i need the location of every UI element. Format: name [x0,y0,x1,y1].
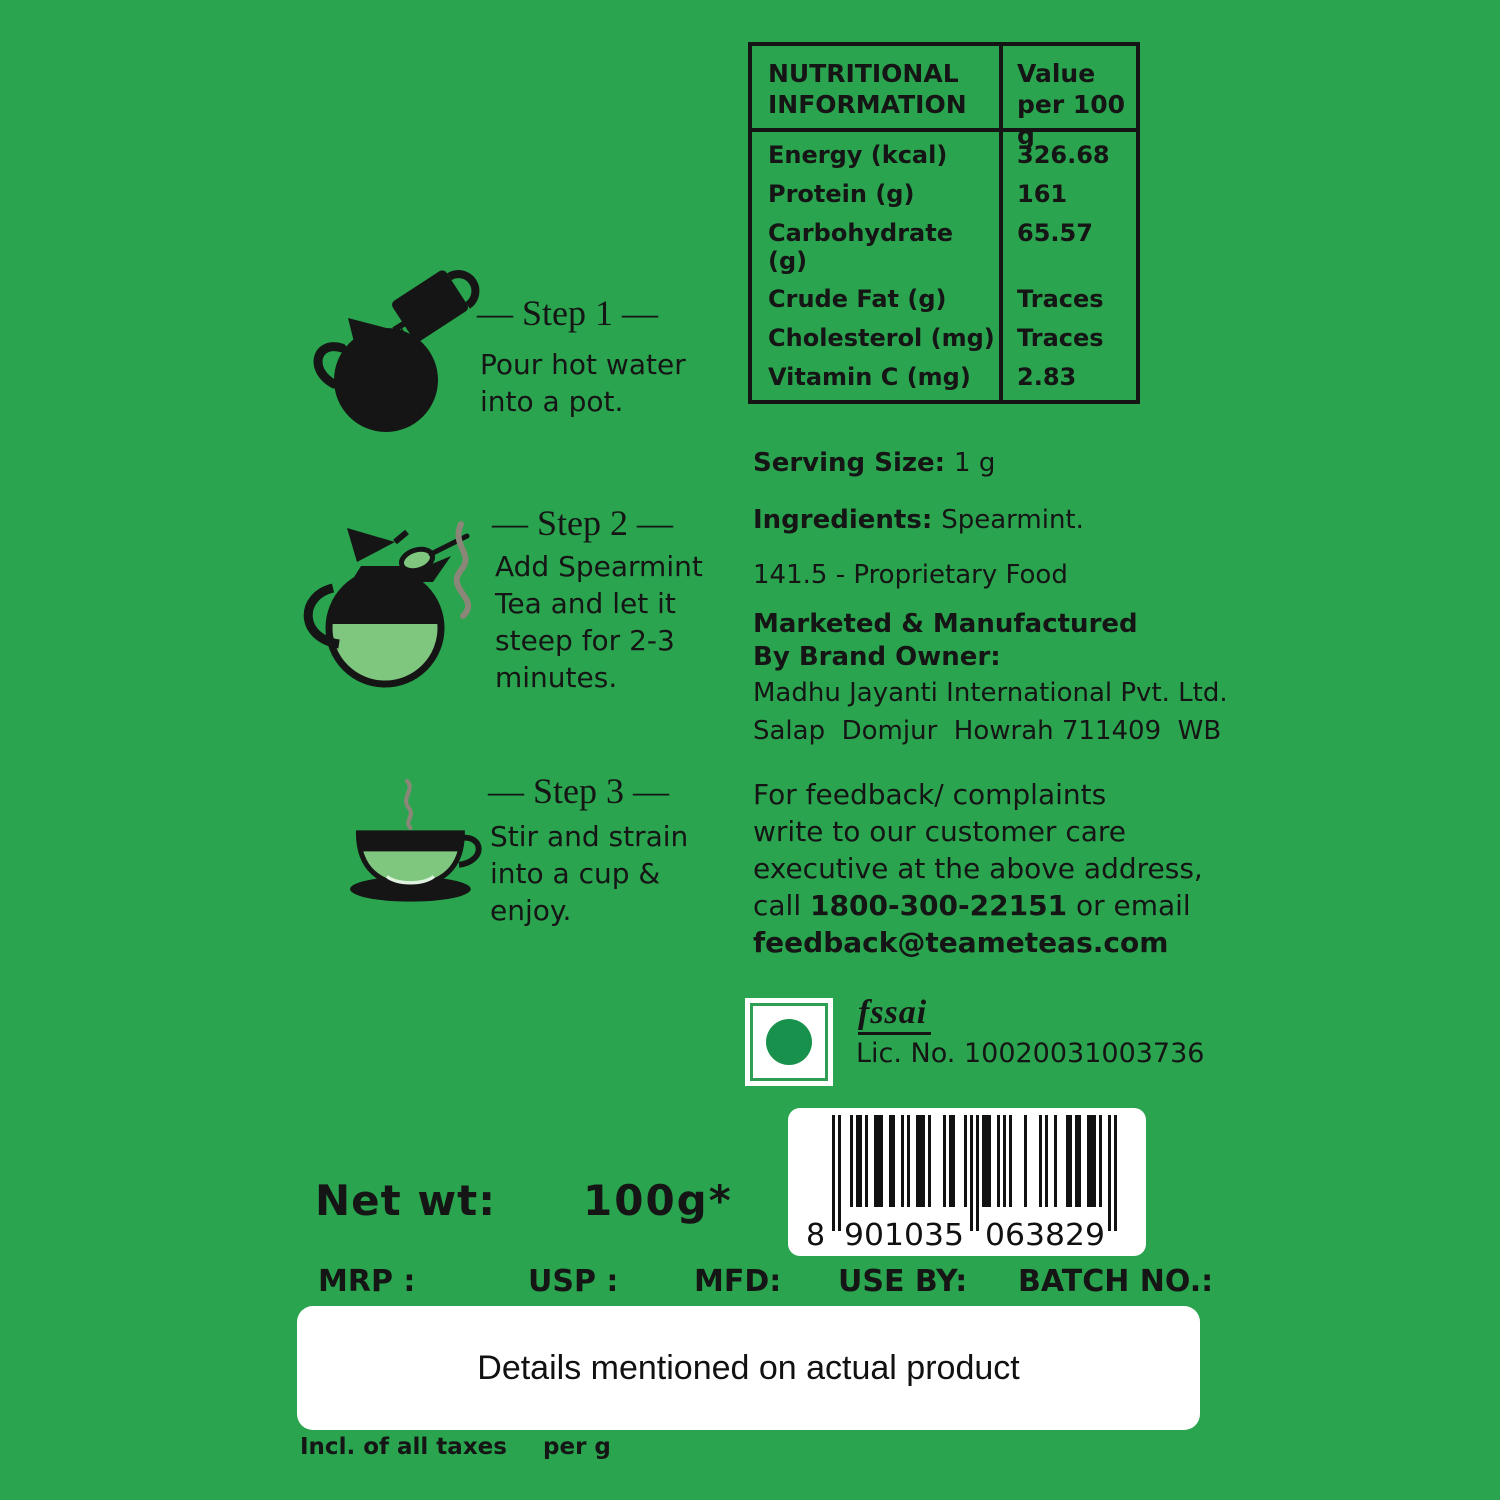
call-suffix: or email [1067,889,1191,922]
step-2-description: Add Spearmint Tea and let it steep for 2-3 minutes. [495,550,703,694]
ingredients-value: Spearmint. [941,505,1084,535]
table-row [752,219,1136,275]
nutrition-table-header [752,46,1136,150]
header-nutritional-information: NUTRITIONAL INFORMATION [768,59,967,119]
nutrition-table [748,42,1140,404]
per-g-footnote: per g [543,1434,611,1460]
nutrient-label: Cholesterol (mg) [768,323,995,352]
teacup-icon [335,763,490,923]
ingredients-line [753,505,1084,535]
nutrient-value: Traces [1017,285,1104,314]
feedback-line: write to our customer care [753,815,1127,848]
manufacturer-name: Madhu Jayanti International Pvt. Ltd. [753,678,1228,708]
fssai-license-number: Lic. No. 10020031003736 [856,1038,1205,1069]
customer-care-phone: 1800-300-22151 [810,889,1068,922]
nutrient-label: Carbohydrate (g) [768,218,954,275]
teapot-pour-icon [298,268,483,443]
fssai-logo: fssai [858,994,931,1035]
barcode [788,1108,1146,1256]
batch-no-field: BATCH NO.: [1018,1264,1214,1299]
customer-care-email: feedback@teameteas.com [753,926,1169,959]
step-2-title: — Step 2 — [492,503,674,543]
teapot-steep-icon [295,496,490,701]
step-3-description: Stir and strain into a cup & enjoy. [490,820,689,927]
table-row [752,141,1136,169]
nutrient-label: Protein (g) [768,179,915,208]
details-note-text: Details mentioned on actual product [477,1348,1020,1387]
feedback-line: executive at the above address, [753,852,1203,885]
table-row [752,180,1136,208]
svg-text:8: 8 [806,1218,826,1253]
mfd-field: MFD: [694,1264,782,1299]
table-row [752,363,1136,391]
svg-text:063829: 063829 [985,1218,1105,1253]
table-row [752,285,1136,313]
nutrient-label: Vitamin C (mg) [768,362,971,391]
nutrient-value: 161 [1017,179,1068,208]
manufacturer-heading: Marketed & Manufactured By Brand Owner: [753,609,1138,672]
feedback-line: For feedback/ complaints [753,778,1107,811]
feedback-call-line [753,887,1203,924]
vegetarian-mark-icon [745,998,833,1086]
nutrition-table-body [752,136,1136,396]
barcode-bars [802,1111,1132,1253]
net-weight-label: Net wt: [315,1176,497,1225]
manufacturer-address: Salap Domjur Howrah 711409 WB [753,716,1222,746]
serving-size-line [753,448,995,478]
feedback-paragraph [753,776,1203,961]
step-3-title: — Step 3 — [488,771,670,811]
nutrient-value: 326.68 [1017,141,1110,170]
net-weight-value: 100g* [583,1176,733,1225]
mrp-field: MRP : [318,1264,416,1299]
nutrient-value: Traces [1017,323,1104,352]
table-row [752,324,1136,352]
svg-text:901035: 901035 [844,1218,964,1253]
step-1-title: — Step 1 — [477,293,659,333]
details-note-panel [297,1306,1200,1430]
nutrient-value: 65.57 [1017,218,1093,247]
usp-field: USP : [528,1264,619,1299]
nutrient-label: Crude Fat (g) [768,285,947,314]
header-value-per-100g: Value per 100 g [1017,59,1126,150]
use-by-field: USE BY: [838,1264,968,1299]
step-1-description: Pour hot water into a pot. [480,348,686,418]
serving-size-label: Serving Size: [753,448,946,478]
serving-size-value: 1 g [954,448,996,478]
call-prefix: call [753,889,811,922]
taxes-footnote: Incl. of all taxes [300,1434,507,1460]
ingredients-label: Ingredients: [753,505,933,535]
food-category-line: 141.5 - Proprietary Food [753,560,1068,590]
veg-mark-frame [750,1003,828,1081]
nutrient-value: 2.83 [1017,362,1077,391]
nutrient-label: Energy (kcal) [768,141,948,170]
